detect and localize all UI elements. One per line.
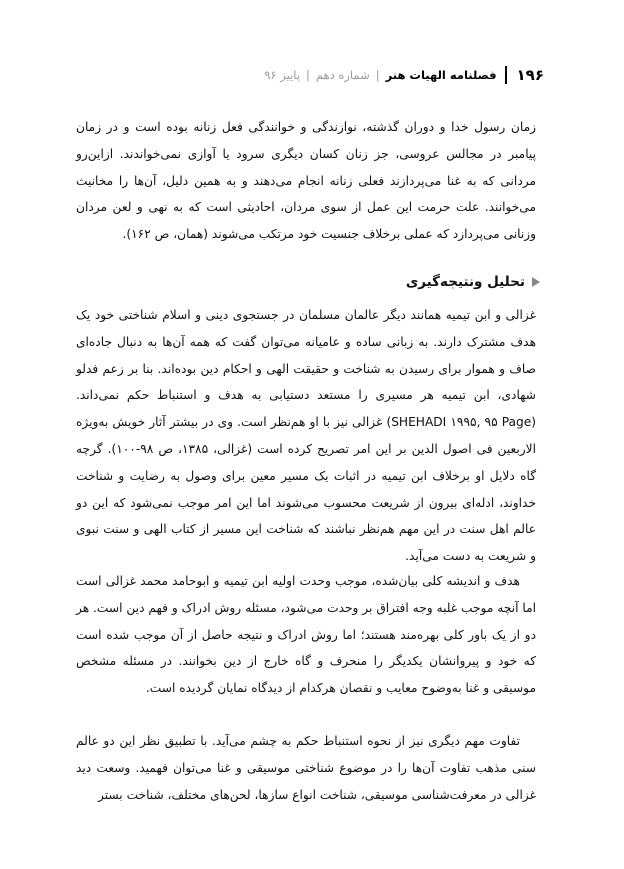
header-divider <box>505 66 507 84</box>
triangle-bullet-icon <box>532 277 540 287</box>
body-paragraph-2: هدف و اندیشه کلی بیان‌شده، موجب وحدت اولیه ابن تیمیه و ابوحامد محمد غزالی است اما آنچه موجب غلبه وجه افتراق بر وحدت می‌شود، مسئله روش ادراک و فهم دین است. هر دو از یک باور کلی بهره‌مند هستند؛ اما روش ادراک و نتیجه حاصل از آن موجب شده است که خود و پیروانشان یکدیگر را منحرف و گاه خارج از دین بخوانند. در مسئله مشخص موسیقی و غنا به‌وضوح معایب و نقصان هرکدام از دیدگاه نمایان گردیده است. <box>76 574 536 696</box>
season-label: پاییز ۹۶ <box>264 68 300 82</box>
citation-shehadi: (SHEHADI ۱۹۹۵, ۹۵ Page) <box>386 415 537 430</box>
body-paragraph-3: تفاوت مهم دیگری نیز از نحوه استنباط حکم به چشم می‌آید. با تطبیق نظر این دو عالم سنی مذهب تفاوت آن‌ها را در موضوع شناختی موسیقی و غنا می‌توان فهمید. وسعت دید غزالی در معرفت‌شناسی موسیقی، شناخت انواع سازها، لحن‌های مختلف، شناخت بستر <box>76 734 536 802</box>
header-separator-2: | <box>305 68 310 82</box>
section-heading-text: تحلیل ونتیجه‌گیری <box>405 274 525 290</box>
paragraph-1-text-a: غزالی و ابن تیمیه همانند دیگر عالمان مسلمان در جستجوی دینی و اسلام شناختی خود یک هدف مشترک دارند. به زبانی ساده و عامیانه می‌توان گفت که همه آن‌ها به دنبال جاده‌ای صاف و هموار برای رسیدن به شناخت و حقیقت الهی و احکام دین بوده‌اند. بنا بر زعم فدلو شهادی، ابن تیمیه هر مسیری را مستعد دستیابی به هدف و استنباط حکم نمی‌داند. <box>76 308 536 403</box>
journal-title: فصلنامه الهیات هنر <box>385 68 497 82</box>
section-heading <box>406 274 540 290</box>
page-number: ۱۹۶ <box>516 66 544 84</box>
body-paragraph-1 <box>76 302 536 570</box>
intro-paragraph: زمان رسول خدا و دوران گذشته، نوازندگی و خوانندگی فعل زنانه بوده است و در زمان پیامبر در مجالس عروسی، جز زنان کسان دیگری سرود یا آوازی نمی‌خواندند. ازاین‌رو مردانی که به غنا می‌پردازند فعلی زنانه انجام می‌دهند و به همین دلیل، آن‌ها را مخانیث می‌خوانند. علت حرمت این عمل از سوی مردان، احادیثی است که به نهی و لعن مردان وزنانی می‌پردازد که عملی برخلاف جنسیت خود مرتکب می‌شوند (همان، ص ۱۶۲). <box>76 120 536 242</box>
paragraph-1-text-b: غزالی نیز با او هم‌نظر است. وی در بیشتر آثار خویش به‌ویژه الاربعین فی اصول الدین بر این امر تصریح کرده است (غزالی، ۱۳۸۵، ص ۹۸-۱۰۰). گرچه گاه دلایل او برخلاف ابن تیمیه در اثبات یک مسیر معین برای وصول به رضایت و شناخت خداوند، ادله‌ای بیرون از شریعت محسوب می‌شوند اما این امر موجب نمی‌شود که این دو عالم اهل سنت در این مهم هم‌نظر نباشند که شناخت این مسیر از کتاب الهی و سنت نبوی و شریعت به دست می‌آید. <box>76 415 536 564</box>
running-header <box>264 66 544 84</box>
header-separator: | <box>375 68 380 82</box>
issue-label: شماره دهم <box>315 68 370 82</box>
